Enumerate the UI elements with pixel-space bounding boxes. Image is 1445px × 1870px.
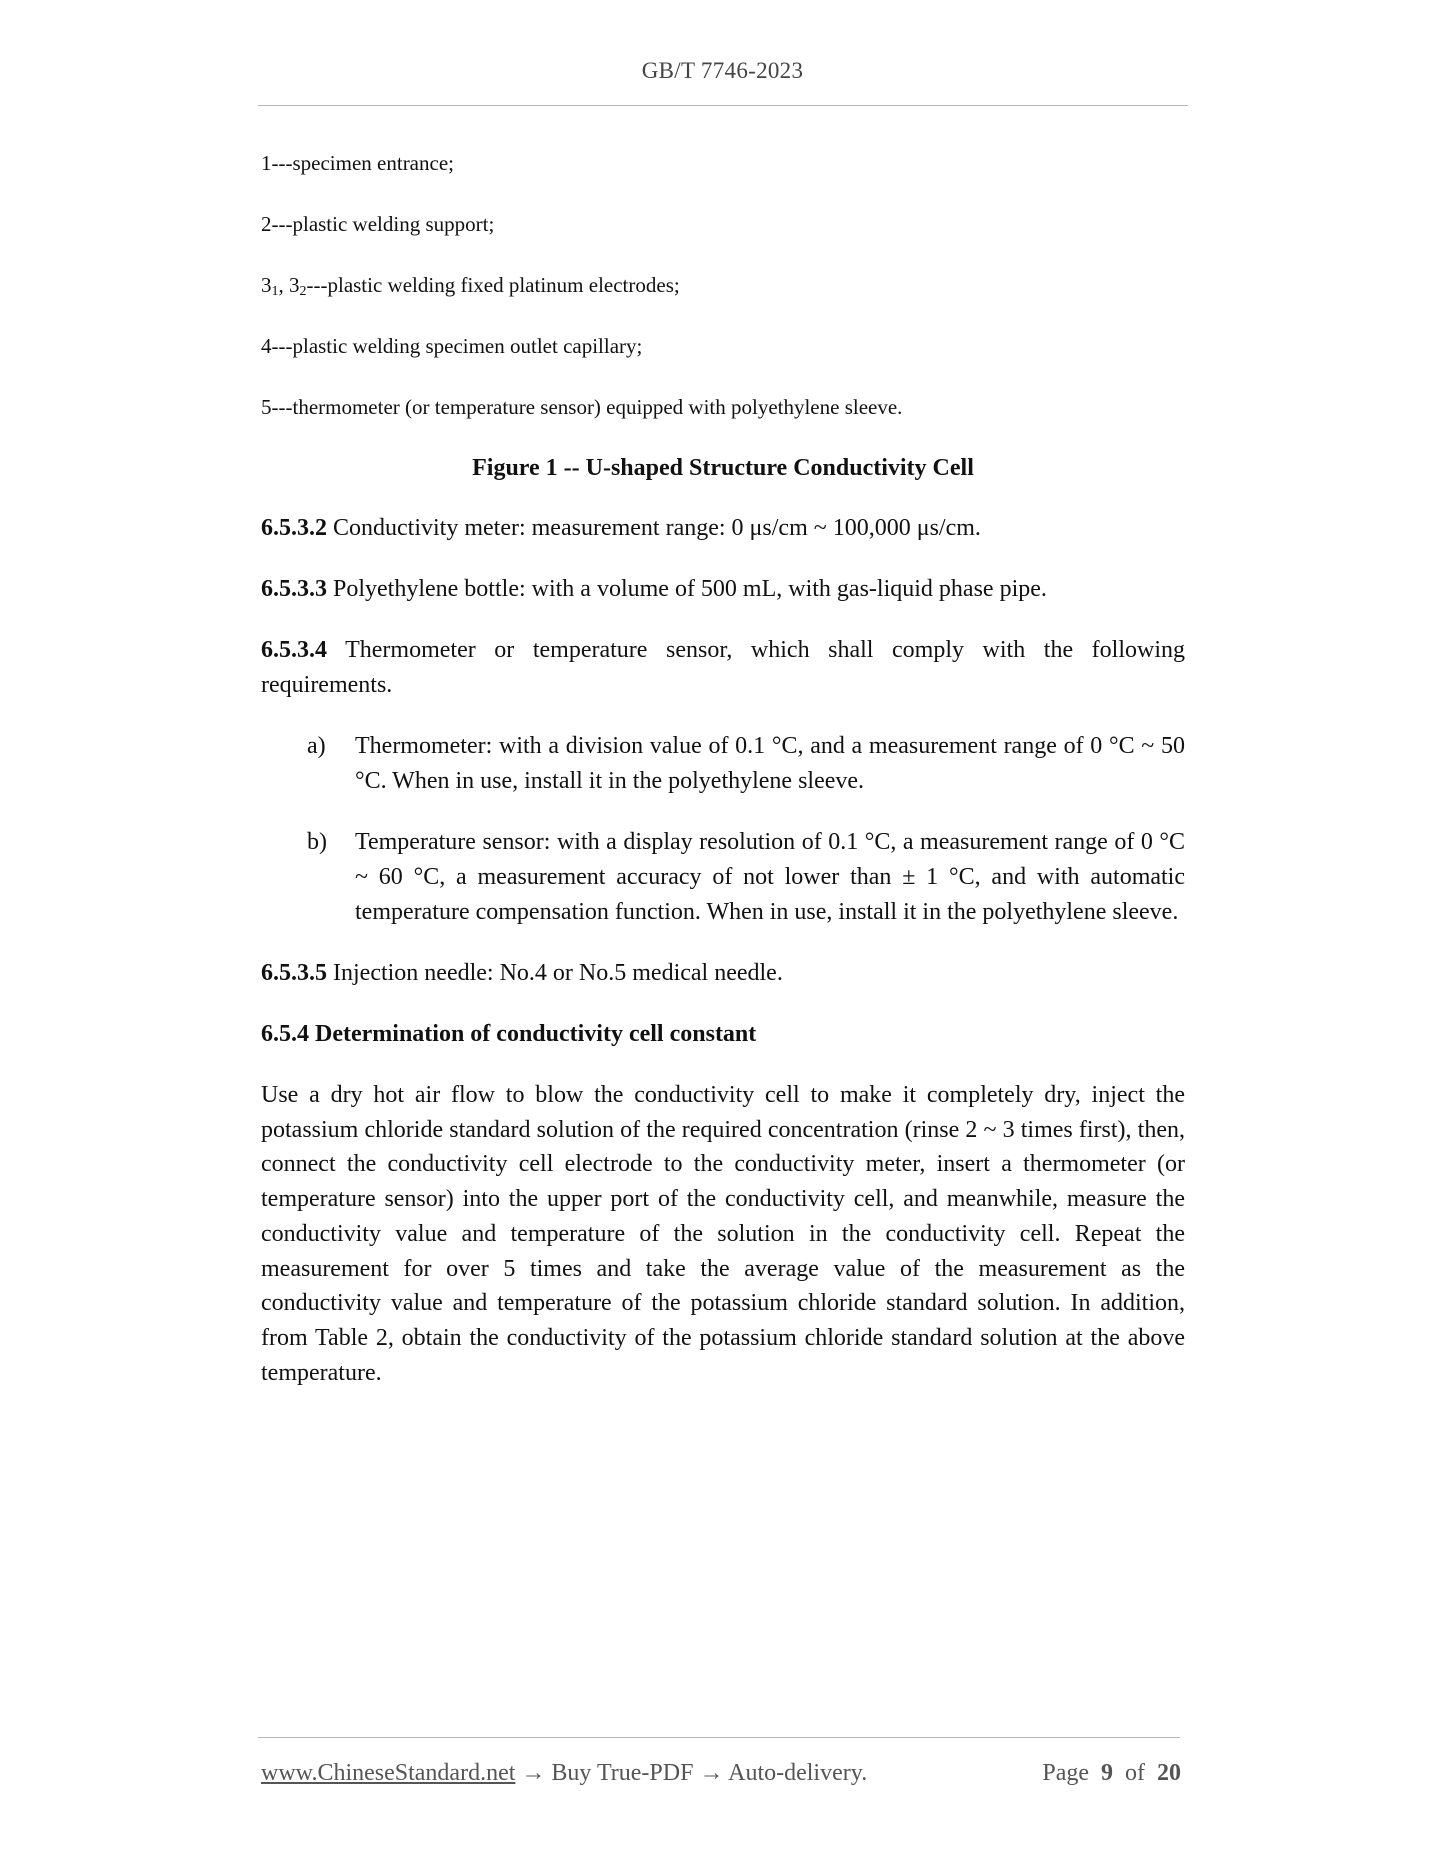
legend-item-3-text: ---plastic welding fixed platinum electrodes; xyxy=(306,273,680,297)
header-divider xyxy=(258,105,1188,106)
figure-legend-item-2: 2---plastic welding support; xyxy=(261,212,495,236)
figure-caption: Figure 1 -- U-shaped Structure Conductivity Cell xyxy=(472,455,974,481)
section-body-paragraph: Use a dry hot air flow to blow the conductivity cell to make it completely dry, inject the potassium chloride standard solution of the required concentration (rinse 2 ~ 3 times first), then, connect the conductivity cell electrode to the conductivity meter, insert a thermometer (or temperature sensor) into the upper port of the conductivity cell, and meanwhile, measure the conductivity value and temperature of the solution in the conductivity cell. Repeat the measurement for over 5 times and take the average value of the measurement as the conductivity value and temperature of the potassium chloride standard solution. In addition, from Table 2, obtain the conductivity of the potassium chloride standard solution at the above temperature. xyxy=(261,1082,1185,1386)
legend-item-3-subscript-a: 1 xyxy=(271,284,279,299)
footer-promo-text: → Buy True-PDF → Auto-delivery. xyxy=(515,1760,868,1786)
clause-text: Thermometer or temperature sensor, which shall comply with the following requirements. xyxy=(261,637,1185,698)
list-item-b xyxy=(261,825,1185,930)
clause-number: 6.5.3.5 xyxy=(261,960,327,986)
page-label: Page xyxy=(1042,1760,1089,1786)
list-marker: a) xyxy=(307,733,326,759)
clause-text: Polyethylene bottle: with a volume of 500 mL, with gas-liquid phase pipe. xyxy=(327,576,1047,602)
legend-item-3-separator: , 3 xyxy=(278,273,300,297)
clause-number: 6.5.3.4 xyxy=(261,637,327,663)
document-header-title: GB/T 7746-2023 xyxy=(641,58,804,83)
clause-number: 6.5.3.3 xyxy=(261,576,327,602)
page-of-label: of xyxy=(1125,1760,1145,1786)
page-current-number: 9 xyxy=(1101,1760,1113,1786)
figure-legend-item-4: 4---plastic welding specimen outlet capillary; xyxy=(261,334,643,358)
legend-item-3-number-a: 3 xyxy=(261,273,272,297)
page-number-indicator xyxy=(1042,1758,1181,1788)
clause-text: Conductivity meter: measurement range: 0 μs/cm ~ 100,000 μs/cm. xyxy=(327,515,981,541)
figure-legend-item-3 xyxy=(261,272,1185,298)
clause-6-5-3-4 xyxy=(261,633,1185,703)
footer-divider xyxy=(258,1737,1180,1738)
clause-6-5-3-5 xyxy=(261,956,1185,991)
clause-text: Injection needle: No.4 or No.5 medical needle. xyxy=(327,960,783,986)
clause-6-5-3-3 xyxy=(261,572,1185,607)
figure-legend-item-5: 5---thermometer (or temperature sensor) equipped with polyethylene sleeve. xyxy=(261,395,903,419)
page-content xyxy=(261,150,1185,1390)
page-total-number: 20 xyxy=(1157,1760,1181,1786)
list-item-text: Temperature sensor: with a display resolution of 0.1 °C, a measurement range of 0 °C ~ 60 °C, a measurement accuracy of not lower than ± 1 °C, and with automatic temperature compensation function. When in use, install it in the polyethylene sleeve. xyxy=(355,829,1185,925)
legend-item-3-subscript-b: 2 xyxy=(299,284,307,299)
section-heading-6-5-4: 6.5.4 Determination of conductivity cell constant xyxy=(261,1021,757,1047)
list-item-a xyxy=(261,729,1185,799)
clause-number: 6.5.3.2 xyxy=(261,515,327,541)
footer-promo xyxy=(261,1758,867,1788)
list-item-text: Thermometer: with a division value of 0.1 °C, and a measurement range of 0 °C ~ 50 °C. When in use, install it in the polyethylene sleeve. xyxy=(355,733,1185,794)
list-marker: b) xyxy=(307,829,327,855)
chinesestandard-site-link[interactable]: www.ChineseStandard.net xyxy=(261,1760,516,1786)
figure-legend-item-1: 1---specimen entrance; xyxy=(261,151,454,175)
clause-6-5-3-2 xyxy=(261,511,1185,546)
